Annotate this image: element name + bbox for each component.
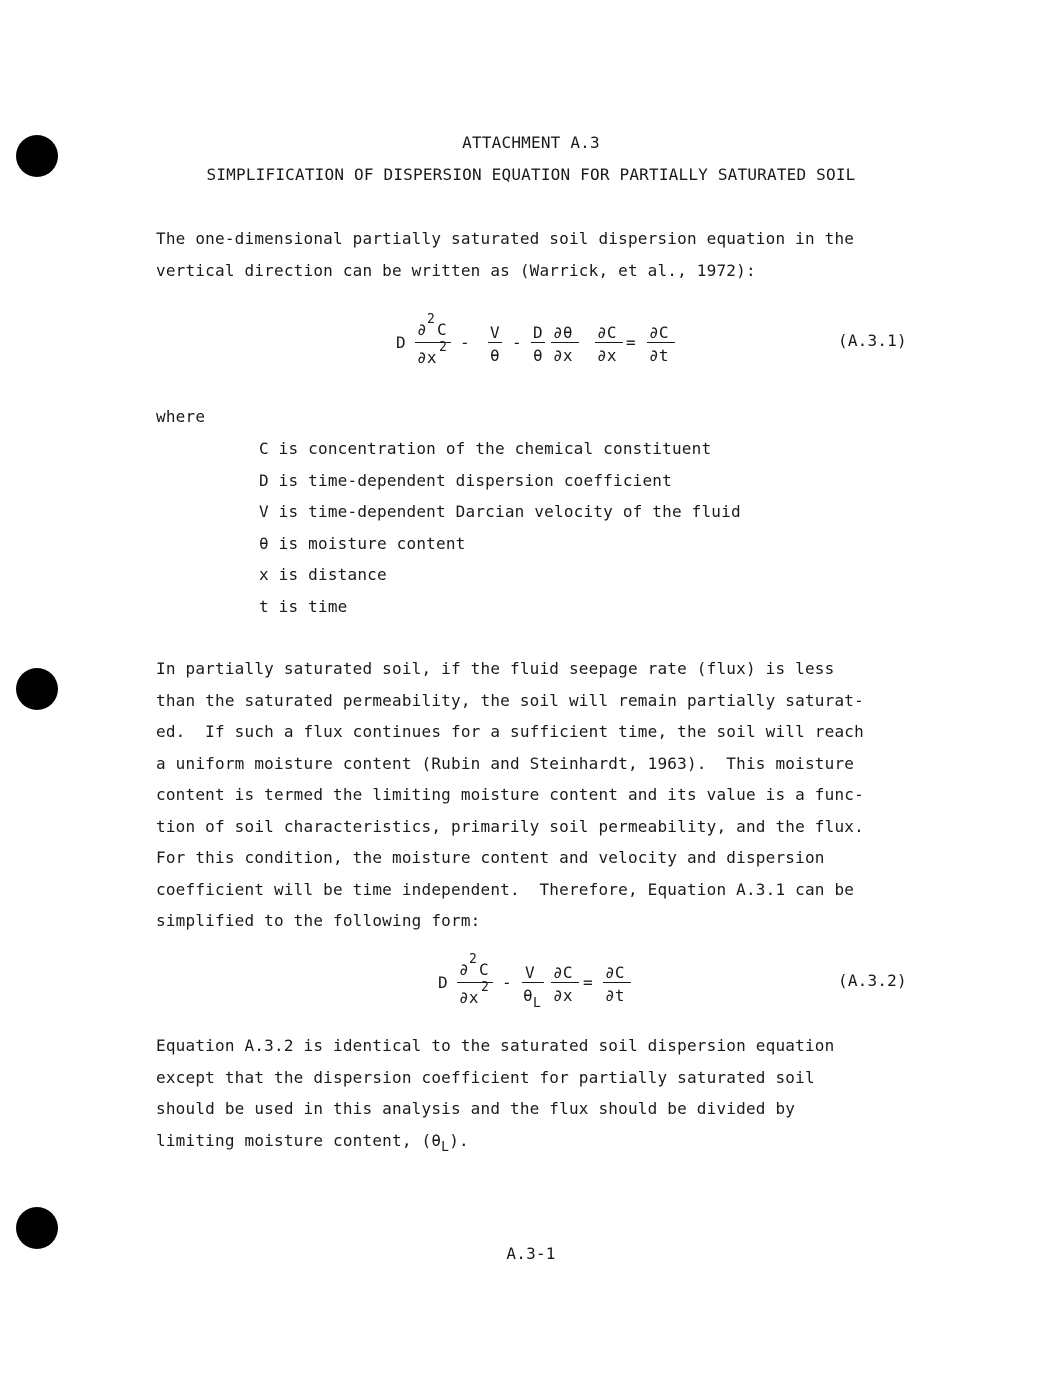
definition-item: C is concentration of the chemical constituent (259, 439, 712, 458)
eq2-dc: ∂C (553, 963, 573, 982)
body-line: tion of soil characteristics, primarily soil permeability, and the flux. (156, 816, 864, 836)
eq1-dx-2: ∂x (597, 346, 617, 365)
eq1-equals: = (626, 333, 636, 352)
eq1-d-num: D (533, 323, 543, 342)
eq1-partial-num: ∂ (417, 320, 427, 339)
eq1-theta-den: θ (490, 346, 500, 365)
intro-paragraph (156, 223, 926, 286)
eq2-exponent-den: 2 (481, 980, 490, 995)
where-label: where (156, 407, 206, 426)
eq2-dx-den: ∂x (459, 988, 479, 1007)
closing-last-prefix: limiting moisture content, (θ (156, 1130, 442, 1150)
intro-line: The one-dimensional partially saturated soil dispersion equation in the (156, 229, 855, 248)
definition-item: x is distance (259, 565, 387, 584)
eq1-fraction-bar-2 (488, 342, 502, 343)
body-line: than the saturated permeability, the soil will remain partially saturat- (156, 690, 864, 710)
eq1-fraction-bar-6 (647, 342, 675, 343)
eq1-theta-den-2: θ (533, 346, 543, 365)
equation-label-a31: (A.3.1) (838, 331, 907, 350)
body-line: ed. If such a flux continues for a sufficient time, the soil will reach (156, 722, 864, 741)
binder-hole-bottom (16, 1207, 58, 1249)
definition-item: θ is moisture content (259, 533, 466, 553)
definition-item: D is time-dependent dispersion coefficient (259, 470, 672, 490)
eq1-dx-den: ∂x (417, 348, 437, 367)
body-paragraph (156, 653, 926, 937)
eq1-coef-d: D (396, 333, 406, 352)
eq1-dc: ∂C (597, 323, 617, 342)
equation-a32 (432, 950, 652, 1020)
eq1-v: V (490, 323, 500, 342)
definition-list (259, 433, 741, 622)
body-line: a uniform moisture content (Rubin and Steinhardt, 1963). This moisture (156, 753, 855, 773)
definition-item: V is time-dependent Darcian velocity of the fluid (259, 502, 741, 521)
closing-last-suffix: ). (449, 1130, 469, 1150)
attachment-subtitle: SIMPLIFICATION OF DISPERSION EQUATION FOR PARTIALLY SATURATED SOIL (206, 165, 856, 184)
eq1-dtheta: ∂θ (553, 323, 573, 342)
eq2-partial-num: ∂ (459, 960, 469, 979)
closing-paragraph (156, 1030, 926, 1156)
eq1-dc-rhs: ∂C (649, 323, 669, 342)
attachment-title: ATTACHMENT A.3 (462, 133, 600, 152)
eq2-fraction-bar-3 (551, 982, 579, 983)
eq2-minus: - (502, 973, 512, 992)
closing-line: Equation A.3.2 is identical to the saturated soil dispersion equation (156, 1036, 835, 1055)
eq2-c-num: C (479, 960, 489, 979)
intro-line: vertical direction can be written as (Warrick, et al., 1972): (156, 260, 756, 280)
closing-line: except that the dispersion coefficient for partially saturated soil (156, 1067, 815, 1087)
eq2-dx: ∂x (553, 986, 573, 1005)
page-number: A.3-1 (506, 1244, 556, 1263)
eq2-exponent-num: 2 (469, 952, 478, 967)
equation-label-a32: (A.3.2) (838, 971, 907, 990)
eq2-v: V (525, 963, 535, 982)
eq2-equals: = (583, 973, 593, 992)
eq1-fraction-bar-3 (531, 342, 545, 343)
closing-line: should be used in this analysis and the flux should be divided by (156, 1099, 796, 1118)
definition-item: t is time (259, 596, 348, 616)
binder-hole-middle (16, 668, 58, 710)
eq2-fraction-bar-2 (522, 982, 544, 983)
body-line: For this condition, the moisture content and velocity and dispersion (156, 848, 825, 867)
eq1-fraction-bar-5 (595, 342, 623, 343)
eq2-theta: θ (523, 986, 533, 1005)
eq2-coef-d: D (438, 973, 448, 992)
eq2-subscript-l: L (533, 996, 542, 1011)
eq2-dt: ∂t (605, 986, 625, 1005)
equation-a31 (390, 310, 690, 380)
eq1-minus-1: - (460, 333, 470, 352)
eq1-fraction-bar-4 (551, 342, 579, 343)
closing-last-subscript: L (441, 1139, 450, 1155)
eq2-fraction-bar-4 (603, 982, 631, 983)
eq1-exponent-den: 2 (439, 340, 448, 355)
body-line: content is termed the limiting moisture content and its value is a func- (156, 785, 864, 804)
body-line: coefficient will be time independent. Therefore, Equation A.3.1 can be (156, 879, 855, 899)
eq1-minus-2: - (512, 333, 522, 352)
eq1-exponent-num: 2 (427, 312, 436, 327)
body-line: simplified to the following form: (156, 911, 481, 930)
eq1-c-num: C (437, 320, 447, 339)
eq1-dx-1: ∂x (553, 346, 573, 365)
closing-line-last (156, 1125, 926, 1157)
eq2-dc-rhs: ∂C (605, 963, 625, 982)
eq1-dt: ∂t (649, 346, 669, 365)
body-line: In partially saturated soil, if the fluid seepage rate (flux) is less (156, 659, 835, 678)
